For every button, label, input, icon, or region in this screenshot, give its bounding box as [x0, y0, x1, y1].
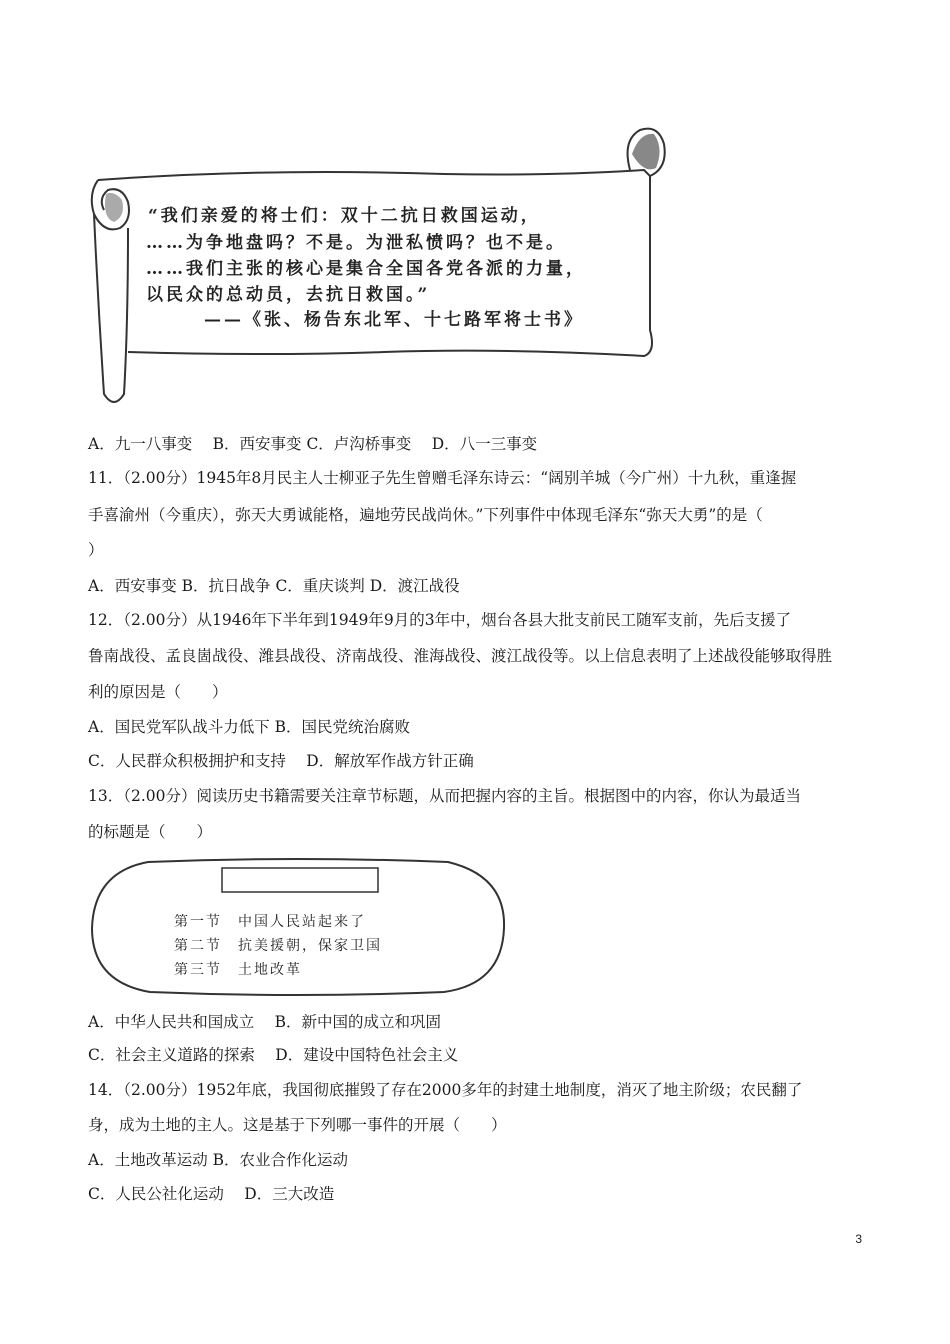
q14-stem-line-1: 14．（2.00分）1952年底，我国彻底摧毁了存在2000多年的封建土地制度，消灭了地主阶级；农民翻了: [88, 1081, 803, 1099]
q12-options-row-1: A．国民党军队战斗力低下 B．国民党统治腐败: [88, 718, 411, 736]
scroll-quote-line-3: ……我们主张的核心是集合全国各党各派的力量，: [146, 259, 586, 279]
q12-stem-line-3: 利的原因是（ ）: [88, 683, 228, 701]
outline-row-2: 第二节 抗美援朝，保家卫国: [174, 938, 382, 954]
scroll-right-shade: [632, 134, 660, 170]
q14-stem-line-2: 身，成为土地的主人。这是基于下列哪一事件的开展（ ）: [88, 1116, 507, 1134]
q12-options-row-2: C．人民群众积极拥护和支持 D．解放军作战方针正确: [88, 752, 474, 770]
q13-options-row-1: A．中华人民共和国成立 B．新中国的成立和巩固: [88, 1013, 442, 1031]
scroll-quote-source: ——《张、杨告东北军、十七路军将士书》: [204, 310, 584, 330]
blank-title-box: [222, 868, 378, 892]
q12-stem-line-1: 12．（2.00分）从1946年下半年到1949年9月的3年中，烟台各县大批支前民工随军支前，先后支援了: [88, 611, 792, 629]
scroll-quote-line-4: 以民众的总动员，去抗日救国。”: [146, 285, 431, 305]
q14-options-row-1: A．土地改革运动 B．农业合作化运动: [88, 1151, 349, 1169]
q13-stem-line-1: 13．（2.00分）阅读历史书籍需要关注章节标题，从而把握内容的主旨。根据图中的内容，你认为最适当: [88, 787, 801, 805]
scroll-left-shade: [105, 193, 123, 222]
scroll-quote-line-1: “我们亲爱的将士们：双十二抗日救国运动，: [148, 206, 541, 226]
q12-stem-line-2: 鲁南战役、孟良崮战役、潍县战役、济南战役、淮海战役、渡江战役等。以上信息表明了上述战役能够取得胜: [88, 647, 833, 665]
q14-options-row-2: C．人民公社化运动 D．三大改造: [88, 1185, 335, 1203]
q11-stem-line-3: ）: [88, 541, 104, 559]
q13-stem-line-2: 的标题是（ ）: [88, 823, 213, 841]
scroll-quote-line-2: ……为争地盘吗？不是。为泄私愤吗？也不是。: [146, 233, 566, 253]
q11-stem-line-2: 手喜渝州（今重庆），弥天大勇诚能格，遍地劳民战尚休。”下列事件中体现毛泽东“弥天大勇”的是（: [88, 506, 763, 524]
outline-row-3: 第三节 土地改革: [174, 962, 302, 978]
q10-options: A．九一八事变 B．西安事变 C．卢沟桥事变 D．八一三事变: [88, 435, 538, 453]
outline-row-1: 第一节 中国人民站起来了: [174, 914, 366, 930]
scroll-left-tail: [94, 214, 128, 402]
q11-options: A．西安事变 B．抗日战争 C．重庆谈判 D．渡江战役: [88, 577, 460, 595]
page-number: 3: [855, 1232, 862, 1246]
q11-stem-line-1: 11．（2.00分）1945年8月民主人士柳亚子先生曾赠毛泽东诗云：“阔别羊城（今广州）十九秋，重逢握: [88, 469, 797, 487]
q13-options-row-2: C．社会主义道路的探索 D．建设中国特色社会主义: [88, 1046, 459, 1064]
